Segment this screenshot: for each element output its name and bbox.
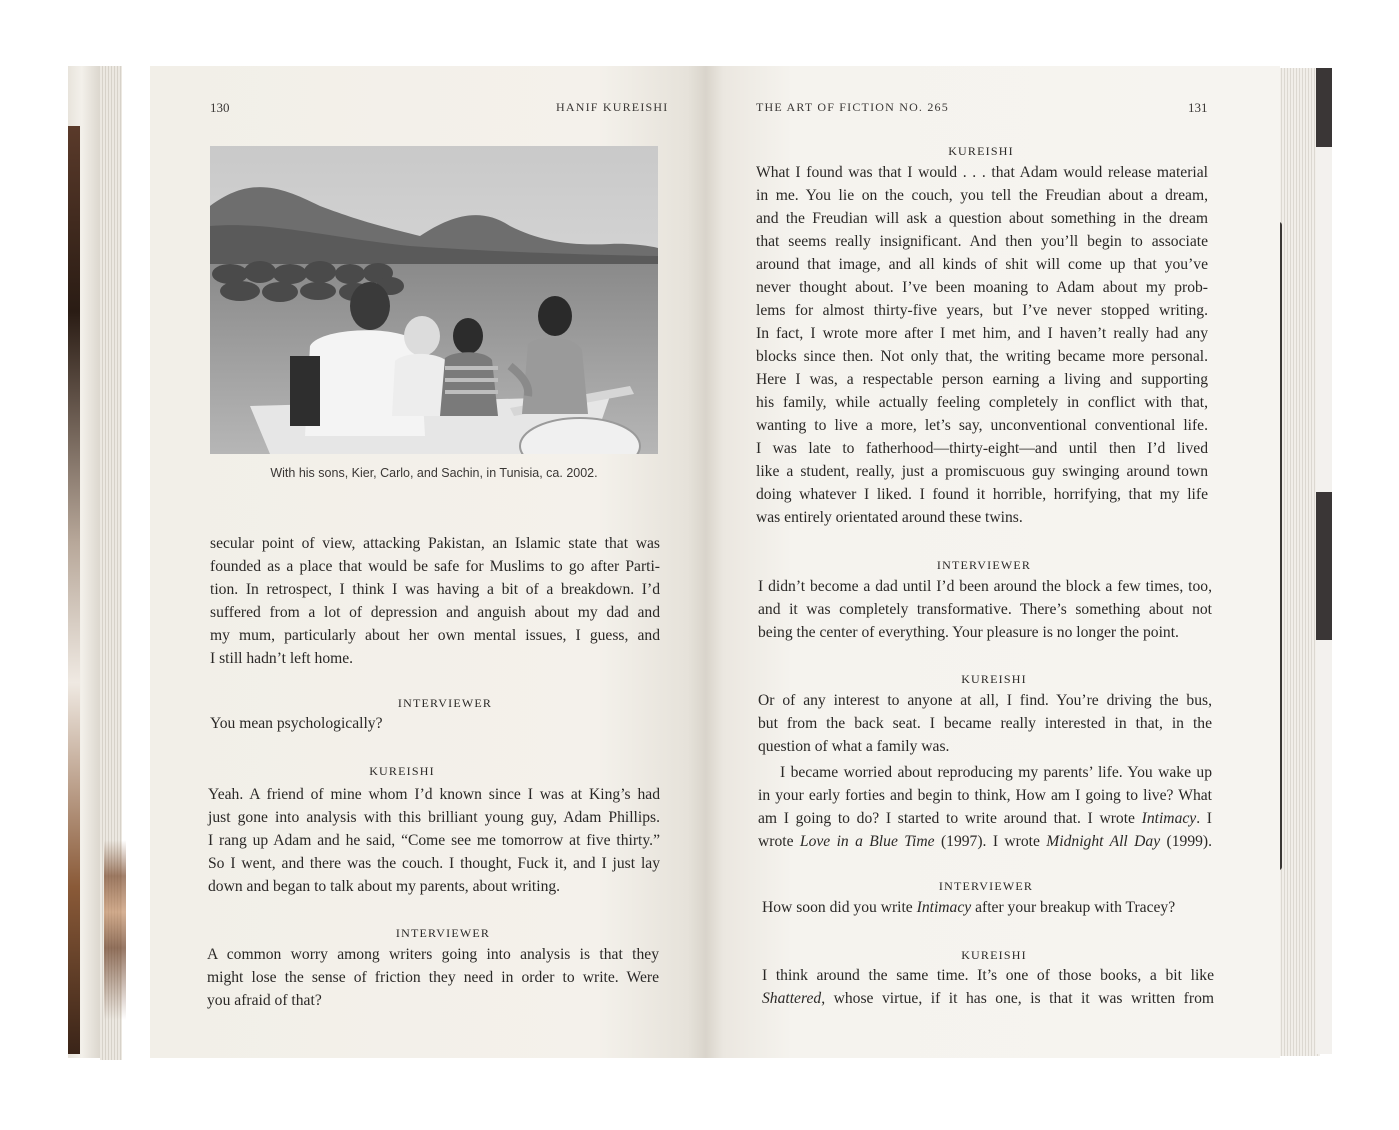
text-line: in me. You lie on the couch, you tell the Freudian about a dream, [756,187,1208,204]
text-line: question of what a family was. [758,738,950,755]
text-line: I still hadn’t left home. [210,650,354,667]
book-title: Intimacy [1141,810,1197,827]
text-line: I rang up Adam and he said, “Come see me tomorrow at five thirty.” [208,832,660,849]
text-line: never thought about. I’ve been moaning to Adam about my prob- [756,279,1208,296]
text-line: tion. In retrospect, I think I was having a bit of a breakdown. I’d [210,581,660,598]
text-line: being the center of everything. Your pleasure is no longer the point. [758,624,1179,641]
text-line: lems for almost thirty-five years, but I’ve never stopped writing. [756,302,1208,319]
text-line: wanting to live a more, let’s say, unconventional conventional life. [756,417,1208,434]
text-line: I became worried about reproducing my parents’ life. You wake up [780,764,1212,781]
book-title: Midnight All Day [1046,833,1161,850]
speaker-kureishi: KUREISHI [961,672,1027,686]
left-cover-artwork-strip [68,126,80,1054]
right-question-4 [762,896,1216,919]
speaker-interviewer: INTERVIEWER [936,558,1032,572]
text-line: You mean psychologically? [210,715,383,732]
text-line: around that image, and all kinds of shit will come up that you’ve [756,256,1208,273]
text-line: In fact, I wrote more after I met him, and I haven’t really had any [756,325,1208,342]
text-line: Yeah. A friend of mine whom I’d known since I was at King’s had [208,786,660,803]
text-line: like a student, really, just a promiscuous guy swinging around town [756,463,1208,480]
right-paragraph-1 [756,161,1208,529]
text-segment: am I going to do? I started to write around that. I wrote [758,810,1142,827]
text-line: I didn’t become a dad until I’d been around the block a few times, too, [758,578,1212,595]
text-line [762,896,1216,919]
speaker-kureishi: KUREISHI [961,948,1027,962]
text-line: might lose the sense of friction they need in order to write. Were [207,969,659,986]
text-segment: How soon did you write [762,899,917,916]
photo-caption: With his sons, Kier, Carlo, and Sachin, in Tunisia, ca. 2002. [270,466,598,480]
text-line: So I went, and there was the couch. I thought, Fuck it, and I just lay [208,855,660,872]
text-line: just gone into analysis with this brilliant young guy, Adam Phillips. [208,809,660,826]
left-running-head: HANIF KUREISHI [556,100,669,114]
text-line: doing whatever I liked. I found it horrible, horrifying, that my life [756,486,1208,503]
text-line: and it was completely transformative. There’s something about not [758,601,1212,618]
family-boat-photo [210,146,658,454]
text-line: you afraid of that? [207,992,322,1009]
speaker-interviewer: INTERVIEWER [397,696,493,710]
text-line [758,807,1212,830]
text-line: Here I was, a respectable person earning a living and supporting [756,371,1208,388]
text-line: down and began to talk about my parents, about writing. [208,878,561,895]
right-paragraph-2 [758,575,1212,644]
right-paragraph-4 [758,761,1212,853]
text-line: and the Freudian will ask a question about something in the dream [756,210,1208,227]
text-line: Or of any interest to anyone at all, I find. You’re driving the bus, [758,692,1212,709]
left-paragraph-1 [210,532,660,670]
right-page-stack [1276,68,1320,1056]
left-paragraph-2 [208,783,660,898]
right-paragraph-3 [758,689,1212,758]
text-line: that seems really insignificant. And then you’ll begin to associate [756,233,1208,250]
text-segment: . I [1196,810,1213,827]
text-line: A common worry among writers going into analysis is that they [207,946,659,963]
text-line: I was late to fatherhood—thirty-eight—and until then I’d lived [756,440,1208,457]
text-segment: , whose virtue, if it has one, is that it was written from [821,990,1214,1007]
right-cover-edge [1316,68,1332,1054]
right-running-head: THE ART OF FICTION NO. 265 [756,100,949,114]
book-title: Shattered [762,990,822,1007]
left-cover-artwork-accent [104,840,126,1020]
text-segment: wrote [758,833,800,850]
text-line: What I found was that I would . . . that Adam would release material [756,164,1208,181]
book-title: Love in a Blue Time [799,833,935,850]
text-line: blocks since then. Not only that, the writing became more personal. [756,348,1208,365]
text-line [762,987,1214,1010]
text-line: founded as a place that would be safe for Muslims to go after Parti- [210,558,660,575]
right-paragraph-5 [762,964,1214,1010]
text-line: in your early forties and begin to think, How am I going to live? What [758,787,1212,804]
right-page-number: 131 [1188,100,1208,115]
text-line: secular point of view, attacking Pakistan, an Islamic state that was [210,535,660,552]
speaker-kureishi: KUREISHI [948,144,1014,158]
text-line: his family, while actually feeling completely in conflict with that, [756,394,1208,411]
text-segment: (1999). [1160,833,1212,850]
left-question-1 [210,712,660,735]
text-segment: after your breakup with Tracey? [971,899,1176,916]
speaker-interviewer: INTERVIEWER [938,879,1034,893]
text-line: but from the back seat. I became really interested in that, in the [758,715,1212,732]
text-line [758,830,1212,853]
text-line: was entirely orientated around these twins. [756,509,1023,526]
text-line: my mum, particularly about her own mental issues, I guess, and [210,627,660,644]
left-page-number: 130 [210,100,230,115]
speaker-kureishi: KUREISHI [369,764,435,778]
speaker-interviewer: INTERVIEWER [395,926,491,940]
text-segment: (1997). I wrote [934,833,1047,850]
left-paragraph-3 [207,943,659,1012]
text-line: I think around the same time. It’s one of those books, a bit like [762,967,1214,984]
photo-illustration [210,146,658,454]
book-title: Intimacy [916,899,972,916]
text-line: suffered from a lot of depression and anguish about my dad and [210,604,660,621]
